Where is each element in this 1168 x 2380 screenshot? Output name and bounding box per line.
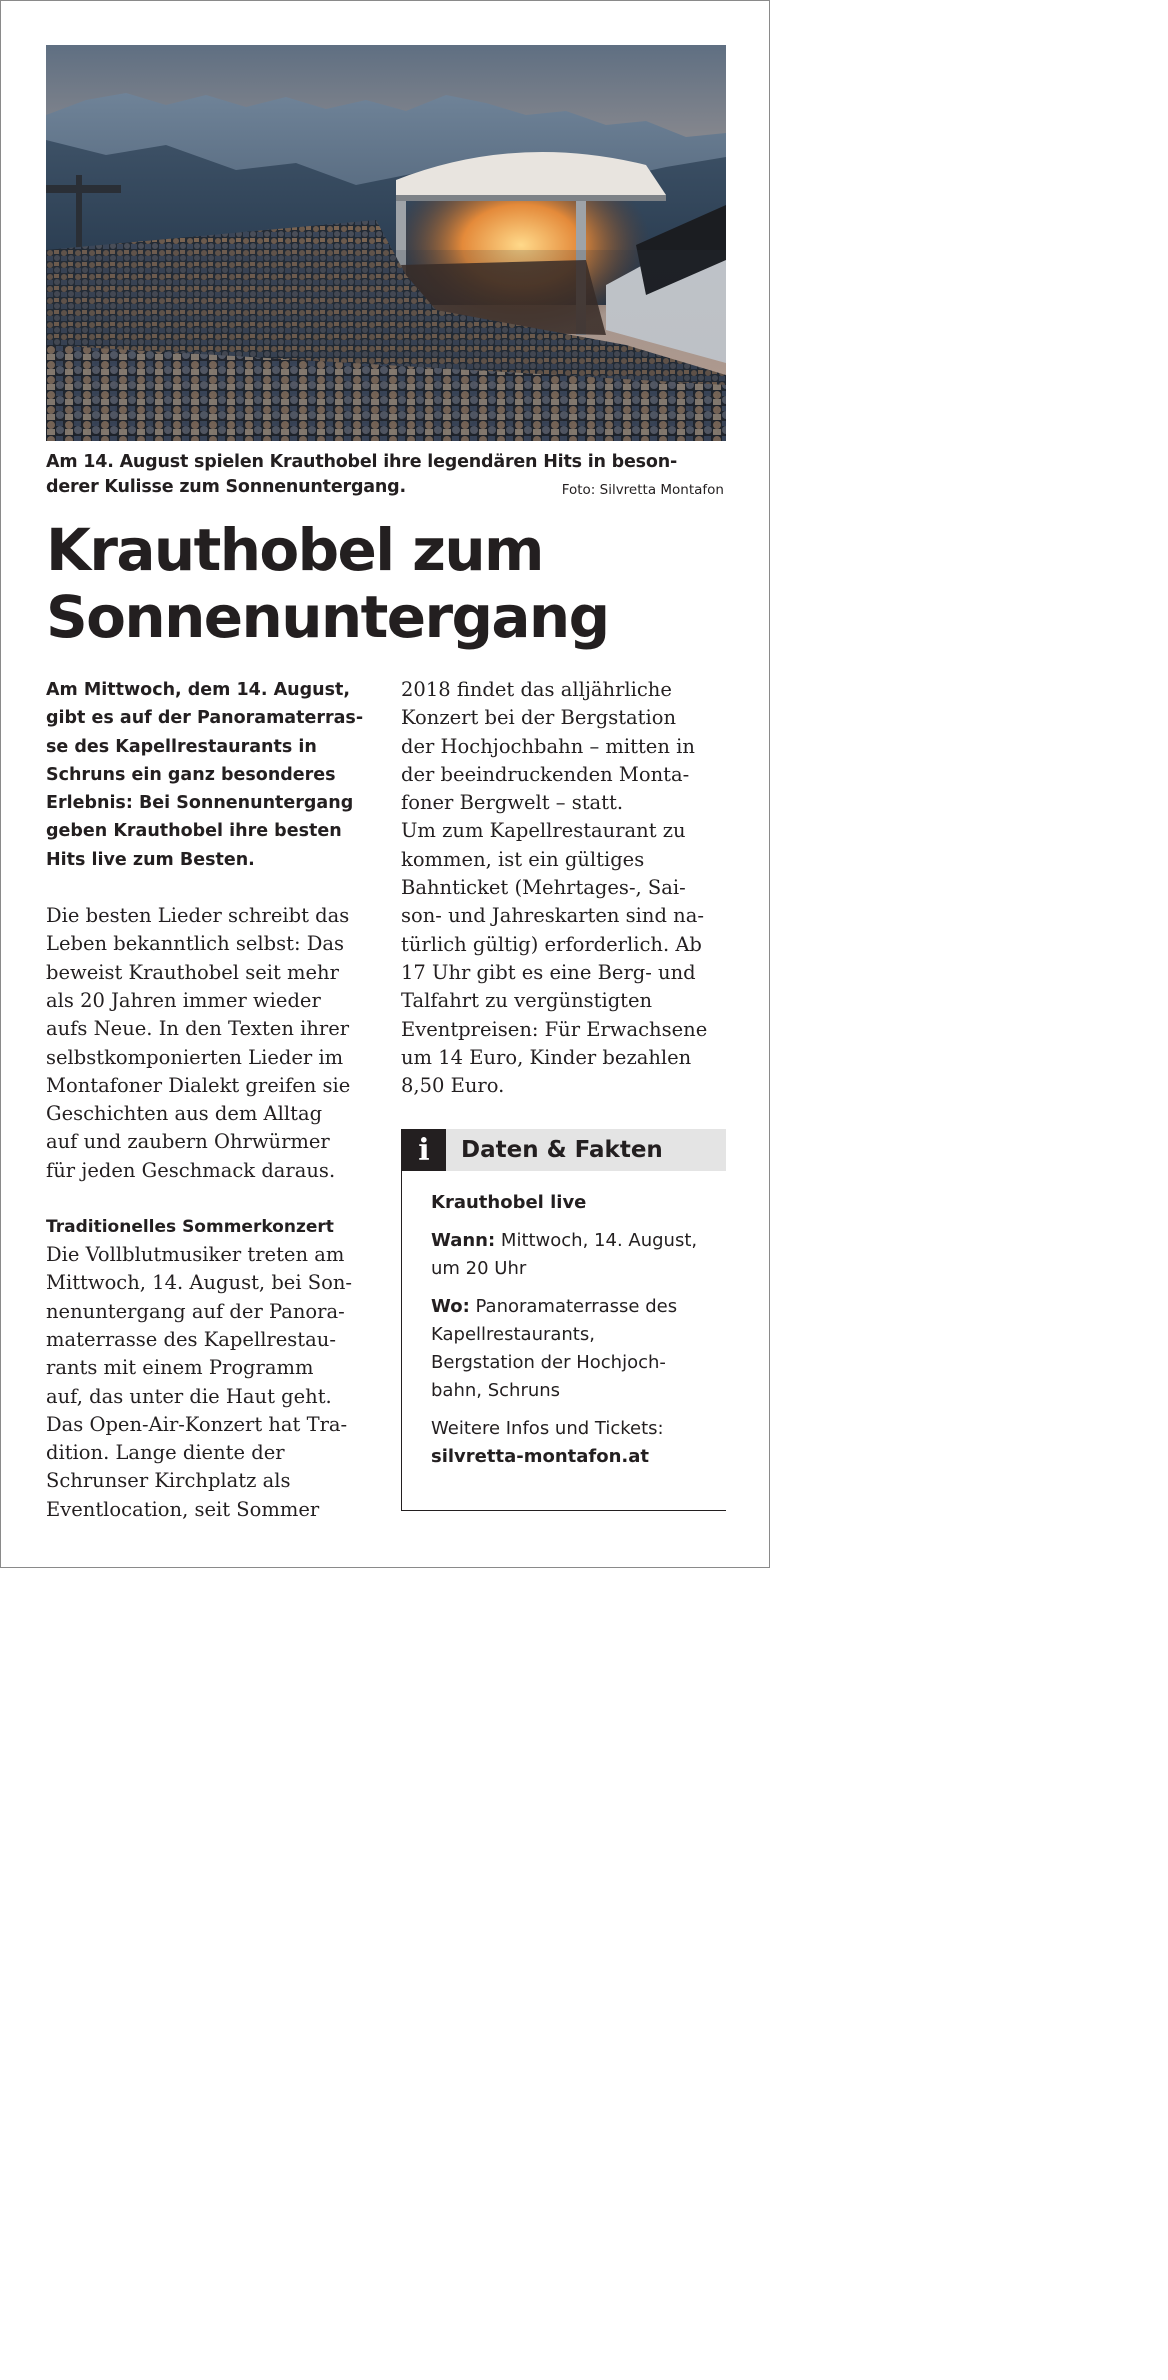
photo-caption-line: derer Kulisse zum Sonnenuntergang. bbox=[46, 477, 406, 497]
where-value: Bergstation der Hochjoch- bbox=[431, 1352, 666, 1373]
body-line: rants mit einem Programm bbox=[46, 1356, 314, 1380]
event-name: Krauthobel live bbox=[431, 1192, 587, 1213]
when-value: um 20 Uhr bbox=[431, 1258, 527, 1279]
when-label: Wann: bbox=[431, 1230, 496, 1251]
article-column-right bbox=[401, 676, 726, 1100]
facts-box-title: Daten & Fakten bbox=[461, 1137, 663, 1163]
article-column-left bbox=[46, 676, 371, 1524]
article-lead bbox=[46, 676, 371, 874]
when-value: Mittwoch, 14. August, bbox=[495, 1230, 698, 1251]
lead-line: Hits live zum Besten. bbox=[46, 849, 255, 870]
body-line: selbstkomponierten Lieder im bbox=[46, 1045, 344, 1069]
body-paragraph bbox=[401, 676, 726, 1100]
lead-line: se des Kapellrestaurants in bbox=[46, 736, 317, 757]
facts-box-body bbox=[402, 1171, 726, 1471]
body-line: für jeden Geschmack daraus. bbox=[46, 1158, 336, 1182]
body-line: 2018 findet das alljährliche bbox=[401, 678, 672, 701]
info-icon: i bbox=[402, 1129, 446, 1171]
more-info bbox=[431, 1415, 726, 1471]
body-line: materrasse des Kapellrestau- bbox=[46, 1327, 336, 1351]
body-line: Das Open-Air-Konzert hat Tra- bbox=[46, 1412, 348, 1436]
where-value: bahn, Schruns bbox=[431, 1380, 561, 1401]
body-line: Montafoner Dialekt greifen sie bbox=[46, 1073, 351, 1097]
body-line: 17 Uhr gibt es eine Berg- und bbox=[401, 960, 696, 984]
where-label: Wo: bbox=[431, 1296, 470, 1317]
body-line: Bahnticket (Mehrtages-, Sai- bbox=[401, 876, 686, 900]
newspaper-article bbox=[0, 0, 770, 1568]
lead-line: Am Mittwoch, dem 14. August, bbox=[46, 680, 351, 700]
where-value: Panoramaterrasse des bbox=[469, 1296, 678, 1317]
body-line: Talfahrt zu vergünstigten bbox=[401, 989, 653, 1013]
body-line: Die besten Lieder schreibt das bbox=[46, 904, 350, 928]
body-paragraph bbox=[46, 1241, 371, 1524]
body-line: aufs Neue. In den Texten ihrer bbox=[46, 1017, 350, 1041]
article-headline bbox=[46, 517, 736, 651]
facts-box bbox=[401, 1129, 726, 1511]
body-line: Eventpreisen: Für Erwachsene bbox=[401, 1017, 708, 1041]
body-line: kommen, ist ein gültiges bbox=[401, 847, 645, 871]
event-where bbox=[431, 1293, 726, 1405]
lead-line: geben Krauthobel ihre besten bbox=[46, 821, 342, 842]
body-line: der beeindruckenden Monta- bbox=[401, 762, 690, 786]
body-line: auf, das unter die Haut geht. bbox=[46, 1384, 332, 1408]
body-line: 8,50 Euro. bbox=[401, 1074, 505, 1098]
where-value: Kapellrestaurants, bbox=[431, 1324, 595, 1345]
body-line: son- und Jahreskarten sind na- bbox=[401, 904, 704, 928]
photo-caption-line: Am 14. August spielen Krauthobel ihre legendären Hits in beson- bbox=[46, 452, 678, 472]
headline-line: Krauthobel zum bbox=[46, 516, 543, 584]
body-line: Schrunser Kirchplatz als bbox=[46, 1469, 291, 1493]
body-line: Eventlocation, seit Sommer bbox=[46, 1497, 320, 1521]
body-line: der Hochjochbahn – mitten in bbox=[401, 734, 695, 758]
body-paragraph bbox=[46, 902, 371, 1185]
body-line: Um zum Kapellrestaurant zu bbox=[401, 819, 686, 843]
body-line: Leben bekanntlich selbst: Das bbox=[46, 932, 344, 956]
body-line: dition. Lange diente der bbox=[46, 1441, 285, 1465]
concert-photo bbox=[46, 45, 726, 441]
body-line: Die Vollblutmusiker treten am bbox=[46, 1243, 345, 1267]
headline-line: Sonnenuntergang bbox=[46, 583, 609, 651]
lead-line: Schruns ein ganz besonderes bbox=[46, 764, 336, 785]
website-link[interactable]: silvretta-montafon.at bbox=[431, 1446, 649, 1467]
body-line: um 14 Euro, Kinder bezahlen bbox=[401, 1045, 692, 1069]
body-line: foner Bergwelt – statt. bbox=[401, 791, 624, 815]
body-line: auf und zaubern Ohrwürmer bbox=[46, 1130, 330, 1154]
body-line: Geschichten aus dem Alltag bbox=[46, 1102, 323, 1126]
more-info-label: Weitere Infos und Tickets: bbox=[431, 1418, 664, 1439]
body-line: Mittwoch, 14. August, bei Son- bbox=[46, 1271, 353, 1295]
body-line: als 20 Jahren immer wieder bbox=[46, 988, 321, 1012]
photo-credit: Foto: Silvretta Montafon bbox=[561, 482, 724, 498]
body-line: türlich gültig) erforderlich. Ab bbox=[401, 932, 702, 956]
body-line: Konzert bei der Bergstation bbox=[401, 706, 677, 730]
lead-line: Erlebnis: Bei Sonnenuntergang bbox=[46, 793, 354, 814]
facts-box-header bbox=[402, 1129, 726, 1171]
article-subheading: Traditionelles Sommerkonzert bbox=[46, 1217, 334, 1238]
event-when bbox=[431, 1227, 726, 1283]
lead-line: gibt es auf der Panoramaterras- bbox=[46, 708, 364, 729]
concert-photo-illustration bbox=[46, 45, 726, 441]
body-line: nenuntergang auf der Panora- bbox=[46, 1299, 345, 1323]
body-line: beweist Krauthobel seit mehr bbox=[46, 960, 339, 984]
